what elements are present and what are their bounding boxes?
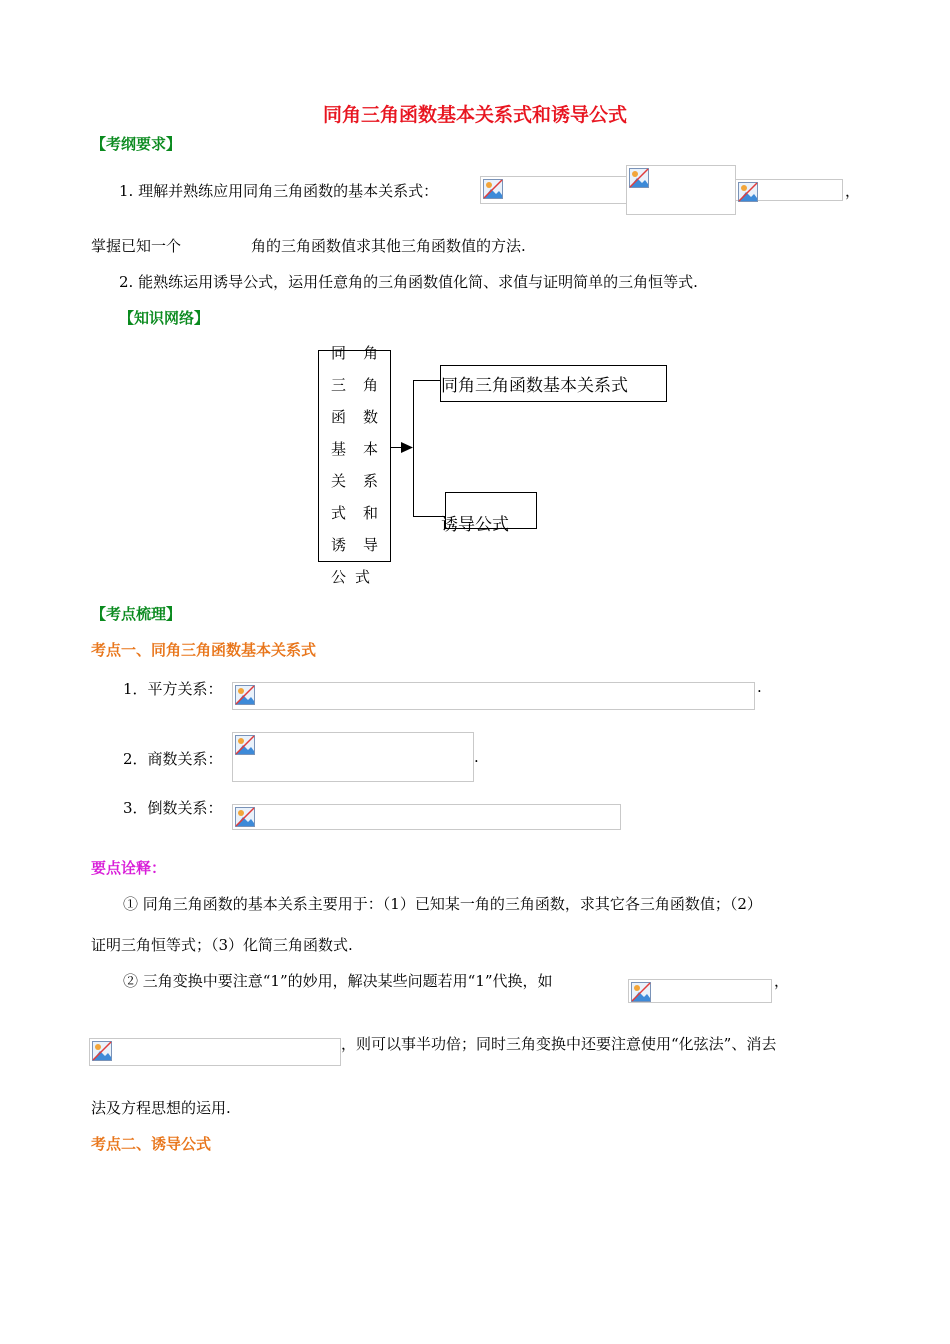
network-left-char: 数 xyxy=(363,408,379,426)
network-left-char: 诱 xyxy=(331,536,347,554)
requirement-2-text: 2. 能熟练运用诱导公式，运用任意角的三角函数值化简、求值与证明简单的三角恒等式. xyxy=(119,273,698,291)
section-heading-kgyq: 【考纲要求】 xyxy=(91,135,182,153)
requirement-1-comma: ， xyxy=(845,182,861,200)
page-title: 同角三角函数基本关系式和诱导公式 xyxy=(322,104,627,126)
section-heading-kdsl: 【考点梳理】 xyxy=(91,605,182,623)
formula-image xyxy=(628,979,772,1003)
network-left-char: 导 xyxy=(363,536,379,554)
formula-image xyxy=(626,165,736,215)
section-heading-kd2: 考点二、诱导公式 xyxy=(91,1135,212,1153)
connector-line xyxy=(413,380,414,517)
network-left-char: 角 xyxy=(363,344,379,362)
note-1-line-1: ① 同角三角函数的基本关系主要用于：（1）已知某一角的三角函数，求其它各三角函数值；（2） xyxy=(123,895,762,913)
note-2-comma: ， xyxy=(774,972,790,990)
point-3-label: 3．倒数关系： xyxy=(123,799,223,817)
network-left-char: 同 xyxy=(331,344,347,362)
connector-line xyxy=(413,380,440,381)
network-left-char: 系 xyxy=(363,472,379,490)
network-left-char: 三 xyxy=(331,376,347,394)
formula-image xyxy=(480,176,628,204)
arrow-head-icon xyxy=(401,442,413,453)
network-left-char: 和 xyxy=(363,504,379,522)
section-heading-kd1: 考点一、同角三角函数基本关系式 xyxy=(91,641,317,659)
network-left-char: 式 xyxy=(355,568,371,586)
note-2-line-1: ② 三角变换中要注意“1”的妙用，解决某些问题若用“1”代换，如 xyxy=(123,972,553,990)
note-1-line-2: 证明三角恒等式；（3）化简三角函数式. xyxy=(91,936,353,954)
point-2-label: 2．商数关系： xyxy=(123,750,223,768)
note-2-line-3: 法及方程思想的运用. xyxy=(91,1099,231,1117)
network-box-induction-label: 诱导公式 xyxy=(441,515,509,535)
network-left-char: 公 xyxy=(331,568,347,586)
broken-image-icon xyxy=(235,685,255,705)
broken-image-icon xyxy=(235,735,255,755)
formula-image xyxy=(89,1038,341,1066)
network-left-char: 关 xyxy=(331,472,347,490)
section-heading-ydqs: 要点诠释： xyxy=(91,859,167,877)
note-2-line-2: ，则可以事半功倍；同时三角变换中还要注意使用“化弦法”、消去 xyxy=(341,1035,777,1053)
network-left-box xyxy=(318,350,391,562)
section-heading-zswl: 【知识网络】 xyxy=(119,309,210,327)
network-left-char: 基 xyxy=(331,440,347,458)
formula-image xyxy=(232,804,621,830)
network-box-basic-relations-label: 同角三角函数基本关系式 xyxy=(441,376,628,396)
requirement-1-text: 1. 理解并熟练应用同角三角函数的基本关系式： xyxy=(119,182,439,200)
broken-image-icon xyxy=(629,168,649,188)
broken-image-icon xyxy=(483,179,503,199)
requirement-1-cont-b: 角的三角函数值求其他三角函数值的方法. xyxy=(251,237,526,255)
broken-image-icon xyxy=(235,807,255,827)
network-left-char: 本 xyxy=(363,440,379,458)
formula-image xyxy=(735,179,843,201)
network-left-char: 式 xyxy=(331,504,347,522)
broken-image-icon xyxy=(92,1041,112,1061)
broken-image-icon xyxy=(738,182,758,202)
broken-image-icon xyxy=(631,982,651,1002)
point-1-end: . xyxy=(757,678,762,696)
point-1-label: 1．平方关系： xyxy=(123,680,223,698)
formula-image xyxy=(232,682,755,710)
network-left-char: 函 xyxy=(331,408,347,426)
point-2-end: . xyxy=(474,748,479,766)
requirement-1-cont-a: 掌握已知一个 xyxy=(91,237,182,255)
network-left-char: 角 xyxy=(363,376,379,394)
formula-image xyxy=(232,732,474,782)
